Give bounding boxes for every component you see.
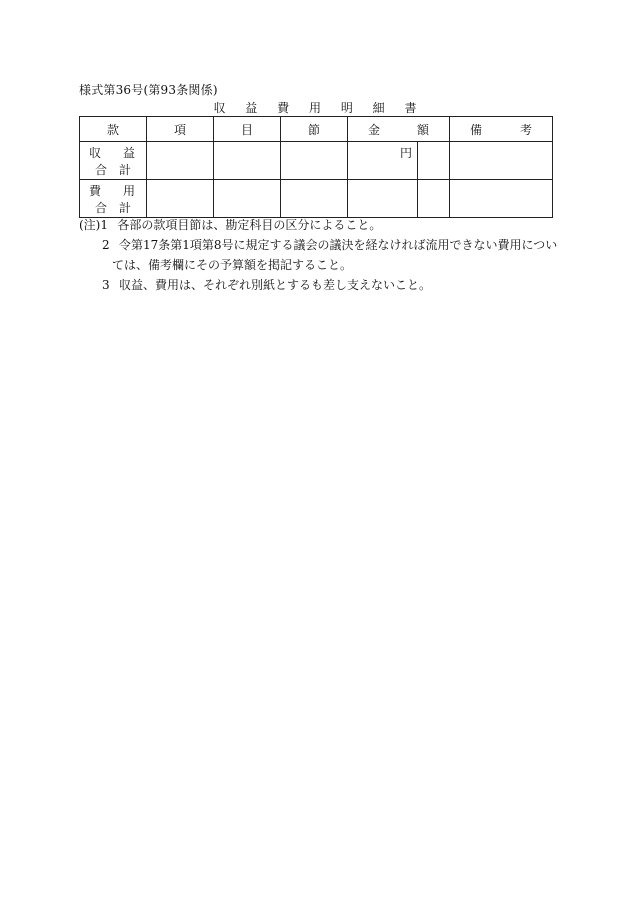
header-setsu: 節: [281, 117, 348, 142]
header-kan: 款: [80, 117, 147, 142]
row-label-expense: 費 用 合 計: [80, 180, 147, 218]
table-header-row: [80, 117, 553, 142]
header-bikou: 備 考: [450, 117, 553, 142]
header-kingaku: 金 額: [348, 117, 450, 142]
cell-amount: 円: [348, 142, 418, 180]
title-char: 明: [340, 101, 353, 115]
note-2-continued: ては、備考欄にその予算額を掲記すること。: [112, 258, 353, 272]
cell-amount: [348, 180, 418, 218]
title-char: 細: [372, 101, 385, 115]
header-moku: 目: [214, 117, 281, 142]
table-row: [80, 142, 553, 180]
title-char: 用: [308, 101, 321, 115]
cell-amount-fraction: [418, 142, 450, 180]
cell-remarks: [450, 180, 553, 218]
cell-moku: [214, 142, 281, 180]
cell-kou: [147, 142, 214, 180]
form-number: 様式第36号(第93条関係): [79, 83, 218, 97]
title-char: 益: [245, 101, 258, 115]
detail-table: [79, 116, 553, 218]
notes: [79, 215, 557, 295]
cell-kou: [147, 180, 214, 218]
header-kou: 項: [147, 117, 214, 142]
title-char: 書: [404, 101, 417, 115]
cell-setsu: [281, 180, 348, 218]
cell-remarks: [450, 142, 553, 180]
note-1: (注)1 各部の款項目節は、勘定科目の区分によること。: [79, 218, 382, 232]
note-3: 3 収益、費用は、それぞれ別紙とするも差し支えないこと。: [102, 278, 432, 292]
row-label-revenue: 収 益 合 計: [80, 142, 147, 180]
cell-moku: [214, 180, 281, 218]
cell-amount-fraction: [418, 180, 450, 218]
document-title: [0, 99, 630, 116]
title-char: 収: [213, 101, 226, 115]
note-2: 2 令第17条第1項第8号に規定する議会の議決を経なければ流用できない費用につい: [102, 238, 558, 252]
table-row: [80, 180, 553, 218]
cell-setsu: [281, 142, 348, 180]
title-char: 費: [277, 101, 290, 115]
